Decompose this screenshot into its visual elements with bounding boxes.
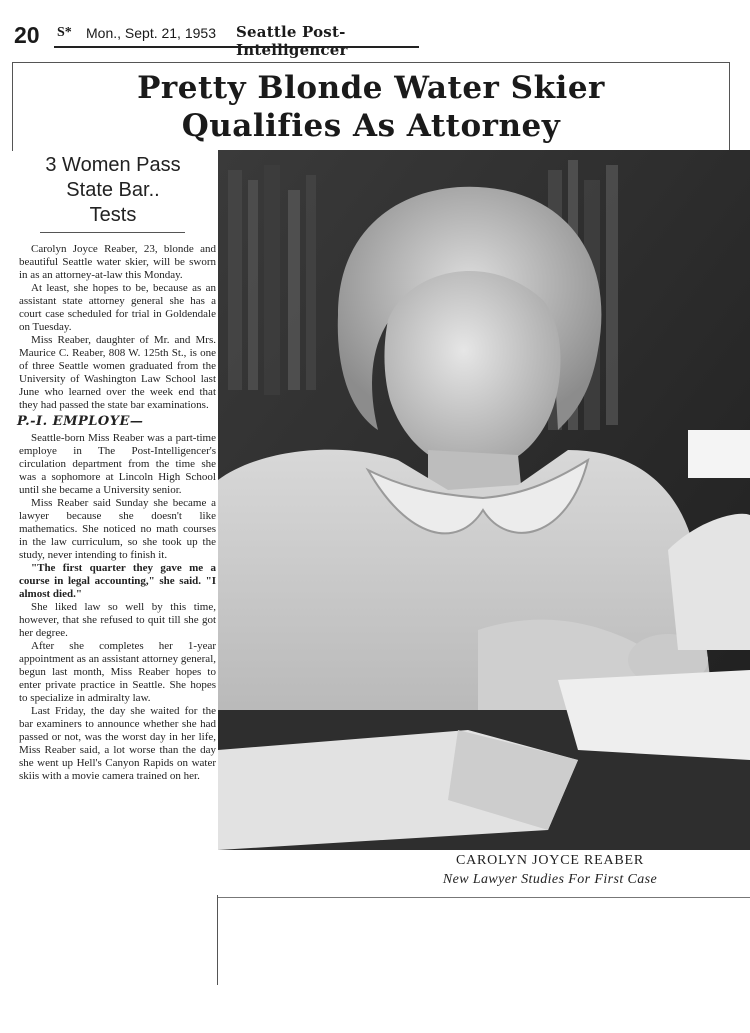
article-paragraph: After she completes her 1-year appointment as an assistant attorney general, begun last month, Miss Reaber hopes to enter private practice in Seattle. She hopes to specialize in admiralty law. [19,640,216,704]
headline-line-2: Qualifies As Attorney [181,108,561,144]
article-paragraph: Miss Reaber, daughter of Mr. and Mrs. Maurice C. Reaber, 808 W. 125th St., is one of three Seattle women graduated from the University of Washington Law School last June who learned over the week end that they had passed the state bar examinations. [19,334,216,411]
article-quote: "The first quarter they gave me a course in legal accounting," she said. "I almost died." [19,562,216,600]
folio-line [14,20,419,59]
caption-rule [218,897,750,898]
news-photo [218,150,750,850]
subhead-line-3: Tests [89,204,137,226]
issue-date: Mon., Sept. 21, 1953 [86,25,216,41]
article-paragraph: She liked law so well by this time, however, that she refused to quit till she got her degree. [19,601,216,639]
article-paragraph: Seattle-born Miss Reaber was a part-time employe in The Post-Intelligencer's circulation department from the time she was a sophomore at Lincoln High School until she became a University senior. [19,432,216,496]
column-rule [217,895,220,985]
photo-caption-text: New Lawyer Studies For First Case [442,872,658,887]
article-column [19,243,216,783]
subhead-line-1: 3 Women Pass [45,154,181,176]
section-heading: P.-I. EMPLOYE— [17,414,144,429]
article-paragraph: Last Friday, the day she waited for the bar examiners to announce whether she had passed or not, was the worst day in her life, Miss Reaber said, a lot worse than the day she went up Hell's Canyon Rapids on water skiis with a movie camera trained on her. [19,705,216,782]
article-paragraph: Miss Reaber said Sunday she became a lawyer because she doesn't like mathematics. She noticed no math courses in the law curriculum, so she took up the study, never intending to finish it. [19,497,216,561]
subhead-line-2: State Bar.. [66,179,160,201]
newspaper-name: Seattle Post-Intelligencer [236,23,348,59]
subhead [18,153,208,228]
folio-rule [54,46,419,48]
edition-mark: S* [57,25,72,40]
headline-box [12,62,730,151]
page-number: 20 [14,22,40,48]
article-paragraph: At least, she hopes to be, because as an assistant state attorney general she has a court case scheduled for trial in Goldendale on Tuesday. [19,282,216,333]
article-paragraph: Carolyn Joyce Reaber, 23, blonde and beautiful Seattle water skier, will be sworn in as an attorney-at-law this Monday. [19,243,216,281]
photo-caption-name: CAROLYN JOYCE REABER [455,853,645,868]
headline-line-1: Pretty Blonde Water Skier [137,70,605,106]
subhead-rule [40,232,185,233]
headline [13,69,729,145]
